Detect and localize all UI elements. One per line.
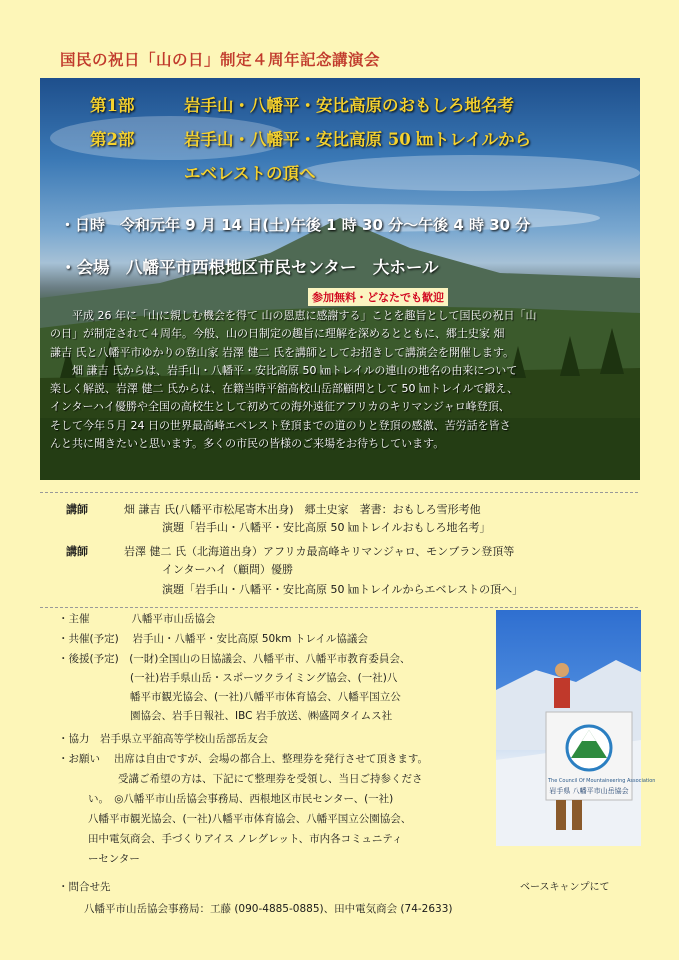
speaker-2-achievement: インターハイ（顧問）優勝 <box>162 563 294 576</box>
support-cont: 幡平市観光協会、(一社)八幡平市体育協会、八幡平国立公 <box>130 691 401 703</box>
part1-label: 第1部 <box>90 96 135 115</box>
host: ・主催 八幡平市山岳協会 <box>58 613 216 625</box>
part2-title: 岩手山・八幡平・安比高原 50 ㎞トレイルから <box>184 130 532 149</box>
speaker-1-topic: 演題「岩手山・八幡平・安比高原 50 ㎞トレイルおもしろ地名考」 <box>162 521 491 534</box>
notice-cont: 受講ご希望の方は、下記にて整理券を受領し、当日ご持参くださ <box>118 773 423 785</box>
part2-label: 第2部 <box>90 130 135 149</box>
notice-cont: 田中電気商会、手づくりアイス ノレグレット、市内各コミュニティ <box>88 833 403 845</box>
speaker-2 <box>66 543 514 561</box>
base-camp-photo <box>496 610 656 846</box>
description-line: そして今年５月 24 日の世界最高峰エベレスト登頂までの道のりと登頂の感激、苦労話を皆さ <box>50 418 511 432</box>
hero-banner <box>40 78 640 480</box>
page-title: 国民の祝日「山の日」制定４周年記念講演会 <box>60 50 381 69</box>
cohost: ・共催(予定) 岩手山・八幡平・安比高原 50km トレイル協議会 <box>58 633 368 645</box>
speaker-1 <box>66 501 481 519</box>
description-line: んと共に聞きたいと思います。多くの市民の皆様のご来場をお待ちしています。 <box>50 437 445 451</box>
program-part1 <box>90 92 514 116</box>
speaker-label: 講師 <box>66 545 88 558</box>
program-part2-continued: エベレストの頂へ <box>184 164 316 183</box>
description-line: 畑 謙吉 氏からは、岩手山・八幡平・安比高原 50 ㎞トレイルの連山の地名の由来について <box>72 363 518 377</box>
notice-cont: い。 ◎八幡平市山岳協会事務局、西根地区市民センター、(一社) <box>88 793 394 805</box>
description-line: 楽しく解説、岩澤 健二 氏からは、在籍当時平舘高校山岳部顧問として 50 ㎞トレイルで鍛え、 <box>50 382 519 396</box>
part1-title: 岩手山・八幡平・安比高原のおもしろ地名考 <box>184 96 514 115</box>
support-cont: (一社)岩手県山岳・スポーツクライミング協会、(一社)八 <box>130 672 398 684</box>
description-text <box>50 307 636 453</box>
description-line: インターハイ優勝や全国の高校生として初めての海外遠征アフリカのキリマンジャロ峰登頂、 <box>50 400 510 414</box>
contact-info: 八幡平市山岳協会事務局：工藤 (090-4885-0885)、田中電気商会 (74-2633) <box>84 903 453 915</box>
notice-cont: 八幡平市観光協会、(一社)八幡平市体育協会、八幡平国立公園協会、 <box>88 813 412 825</box>
climber-with-flag-icon <box>496 610 656 846</box>
speaker-label: 講師 <box>66 503 88 516</box>
speaker-1-profile: 畑 謙吉 氏(八幡平市松尾寄木出身) 郷土史家 著書：おもしろ雪形考他 <box>124 503 481 516</box>
event-date: ・日時 令和元年 9 月 14 日(土)午後 1 時 30 分～午後 4 時 30 分 <box>60 216 531 234</box>
flag-subtext: The Council Of Mountaineering Association <box>548 778 656 784</box>
support-cont: 園協会、岩手日報社、IBC 岩手放送、㈱盛岡タイムス社 <box>130 710 393 722</box>
program-part2 <box>90 126 531 150</box>
description-line: の日」が制定されて４周年。今般、山の日制定の趣旨に理解を深めるとともに、郷土史家 畑 <box>50 327 505 341</box>
speakers-section <box>40 492 638 608</box>
speaker-2-topic: 演題「岩手山・八幡平・安比高原 50 ㎞トレイルからエベレストの頂へ」 <box>162 583 524 596</box>
description-line: 謙吉 氏と八幡平市ゆかりの登山家 岩澤 健二 氏を講師としてお招きして講演会を開催します。 <box>50 345 515 359</box>
event-venue: ・会場 八幡平市西根地区市民センター 大ホール <box>60 258 439 277</box>
description-line: 平成 26 年に「山に親しむ機会を得て 山の恩恵に感謝する」ことを趣旨として国民の祝日「山 <box>72 309 537 322</box>
flag-text: 岩手県 八幡平市山岳協会 <box>549 787 629 795</box>
photo-caption: ベースキャンプにて <box>520 882 610 893</box>
free-admission-badge: 参加無料・どなたでも歓迎 <box>308 288 448 306</box>
support: ・後援(予定) (一財)全国山の日協議会、八幡平市、八幡平市教育委員会、 <box>58 653 411 665</box>
speaker-2-profile: 岩澤 健二 氏（北海道出身）アフリカ最高峰キリマンジャロ、モンブラン登頂等 <box>124 545 515 558</box>
cooperation: ・協力 岩手県立平舘高等学校山岳部岳友会 <box>58 733 268 745</box>
contact-label: ・問合せ先 <box>58 881 111 893</box>
notice-cont: ーセンター <box>88 853 140 865</box>
notice: ・お願い 出席は自由ですが、会場の都合上、整理券を発行させて頂きます。 <box>58 753 428 765</box>
